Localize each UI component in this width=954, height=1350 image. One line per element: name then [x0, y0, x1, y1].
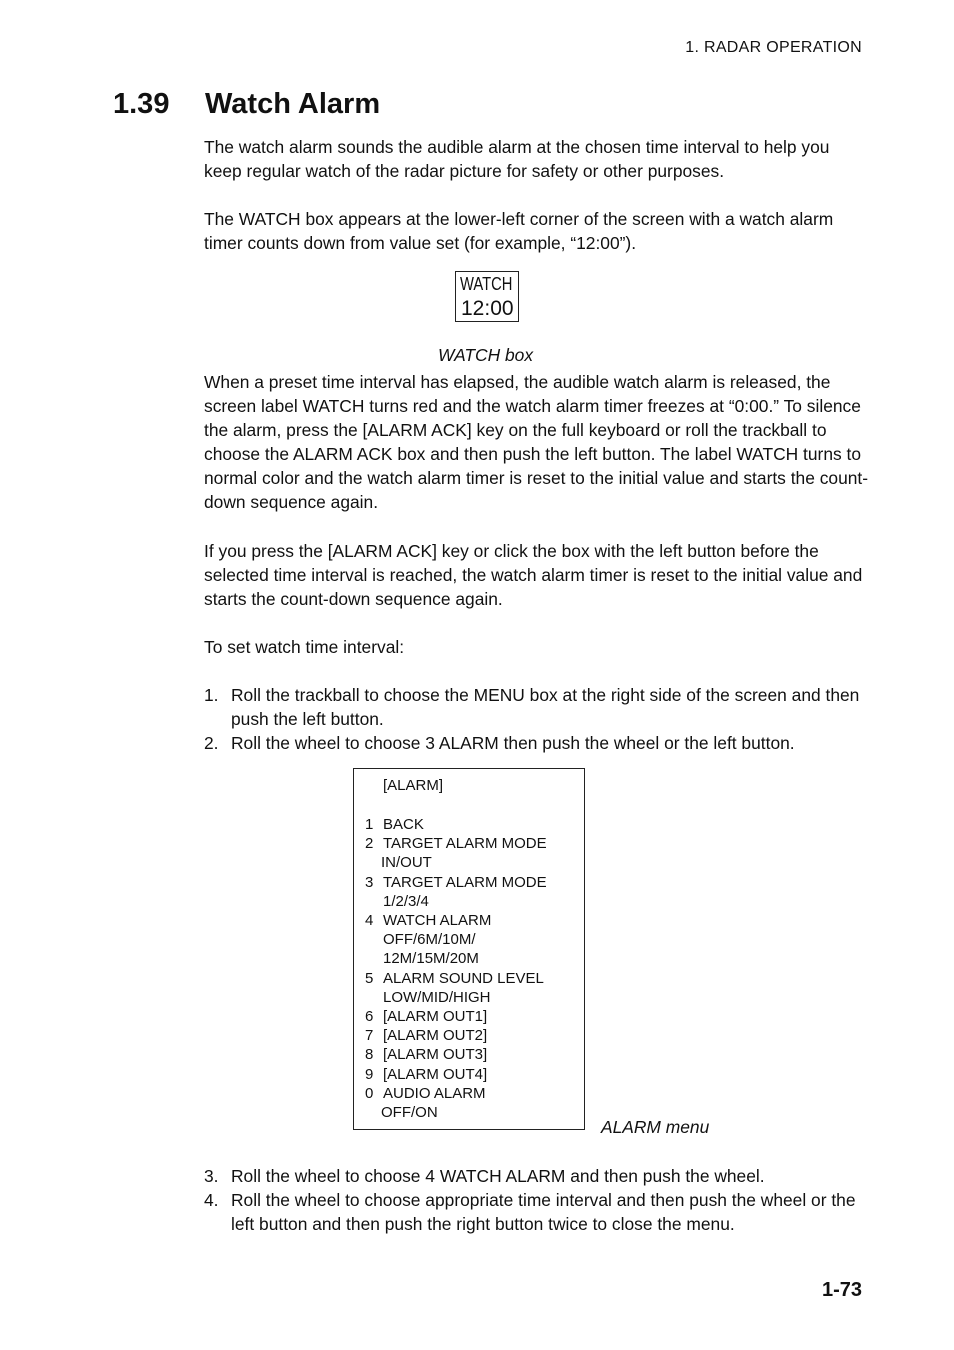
- menu-item-number: 0: [365, 1084, 374, 1102]
- menu-item-label: [ALARM OUT1]: [383, 1008, 488, 1026]
- step-text: Roll the wheel to choose 3 ALARM then push the wheel or the left button.: [231, 733, 795, 753]
- menu-item-audio-alarm: [365, 1084, 547, 1122]
- procedure-step: [204, 683, 869, 731]
- menu-item-label: [ALARM OUT4]: [383, 1065, 488, 1083]
- menu-item-options: OFF/6M/10M/: [383, 931, 476, 949]
- intro-paragraph: The watch alarm sounds the audible alarm at the chosen time interval to help you keep regular watch of the radar picture for safety or other purposes.: [204, 137, 830, 181]
- watch-box-caption: WATCH box: [438, 345, 534, 365]
- menu-item-label: AUDIO ALARM: [383, 1084, 486, 1102]
- menu-item-options: LOW/MID/HIGH: [383, 988, 491, 1006]
- menu-item-options: IN/OUT: [381, 854, 432, 872]
- step-number: 3.: [204, 1166, 219, 1186]
- menu-item-label: [ALARM OUT2]: [383, 1027, 488, 1045]
- menu-item-target-alarm-mode-inout: [365, 834, 547, 872]
- watch-box-figure: [455, 271, 519, 322]
- menu-item-alarm-sound-level: [365, 969, 547, 1007]
- menu-item-label: TARGET ALARM MODE: [383, 835, 547, 853]
- watch-box-paragraph: The WATCH box appears at the lower-left corner of the screen with a watch alarm timer counts down from value set (for example, “12:00”).: [204, 209, 834, 253]
- menu-item-number: 1: [365, 816, 374, 833]
- menu-item-label: TARGET ALARM MODE: [383, 873, 547, 891]
- menu-item-watch-alarm: [365, 911, 547, 969]
- alarm-menu-title: [ALARM]: [383, 777, 444, 794]
- alarm-ack-paragraph: If you press the [ALARM ACK] key or click the box with the left button before the selected time interval is reached, the watch alarm timer is reset to the initial value and starts the count-down sequence again.: [204, 541, 863, 609]
- step-number: 1.: [204, 685, 219, 705]
- step-number: 2.: [204, 733, 219, 753]
- step-text: Roll the wheel to choose appropriate time interval and then push the wheel or the left button and then push the right button twice to close the menu.: [231, 1190, 856, 1234]
- watch-box-time: 12:00: [461, 297, 514, 320]
- alarm-menu-list: [365, 815, 547, 1122]
- menu-item-label: [ALARM OUT3]: [383, 1046, 488, 1064]
- alarm-menu-figure: [353, 768, 585, 1130]
- menu-item-alarm-out4: [365, 1065, 547, 1084]
- menu-item-options: OFF/ON: [381, 1104, 438, 1122]
- step-text: Roll the wheel to choose 4 WATCH ALARM and then push the wheel.: [231, 1166, 765, 1186]
- menu-item-label: ALARM SOUND LEVEL: [383, 969, 544, 987]
- menu-item-label: BACK: [383, 816, 424, 833]
- menu-item-number: 7: [365, 1027, 374, 1045]
- menu-item-label: WATCH ALARM: [383, 912, 492, 930]
- menu-item-options: 1/2/3/4: [383, 892, 429, 910]
- procedure-steps-1-2: [204, 683, 869, 755]
- section-heading: [113, 88, 380, 121]
- menu-item-alarm-out2: [365, 1026, 547, 1045]
- alarm-menu-caption: ALARM menu: [601, 1117, 710, 1137]
- procedure-step: [204, 731, 869, 755]
- step-text: Roll the trackball to choose the MENU box at the right side of the screen and then push the left button.: [231, 685, 860, 729]
- menu-item-alarm-out1: [365, 1007, 547, 1026]
- procedure-step: [204, 1164, 869, 1188]
- procedure-step: [204, 1188, 869, 1236]
- menu-item-options-continued: 12M/15M/20M: [383, 950, 479, 968]
- menu-item-number: 9: [365, 1065, 374, 1083]
- procedure-steps-3-4: [204, 1164, 869, 1236]
- section-title: Watch Alarm: [205, 88, 381, 120]
- running-head: 1. RADAR OPERATION: [685, 39, 862, 56]
- menu-item-number: 8: [365, 1046, 374, 1064]
- menu-item-back: [365, 815, 547, 834]
- watch-box-label: WATCH: [460, 274, 513, 294]
- menu-item-target-alarm-mode-1234: [365, 873, 547, 911]
- procedure-intro: To set watch time interval:: [204, 637, 405, 657]
- menu-item-number: 2: [365, 835, 374, 853]
- menu-item-alarm-out3: [365, 1045, 547, 1064]
- section-number: 1.39: [113, 88, 170, 120]
- page-number: 1-73: [821, 1279, 862, 1301]
- step-number: 4.: [204, 1190, 219, 1210]
- menu-item-number: 5: [365, 969, 374, 987]
- menu-item-number: 6: [365, 1008, 374, 1026]
- alarm-elapsed-paragraph: When a preset time interval has elapsed, the audible watch alarm is released, the screen label WATCH turns red and the watch alarm timer freezes at “0:00.” To silence the alarm, press the [ALARM ACK] key on the full keyboard or roll the trackball to choose the ALARM ACK box and then push the left button. The label WATCH turns to normal color and the watch alarm timer is reset to the initial value and starts the count-down sequence again.: [204, 372, 869, 512]
- menu-item-number: 4: [365, 912, 374, 930]
- menu-item-number: 3: [365, 873, 374, 891]
